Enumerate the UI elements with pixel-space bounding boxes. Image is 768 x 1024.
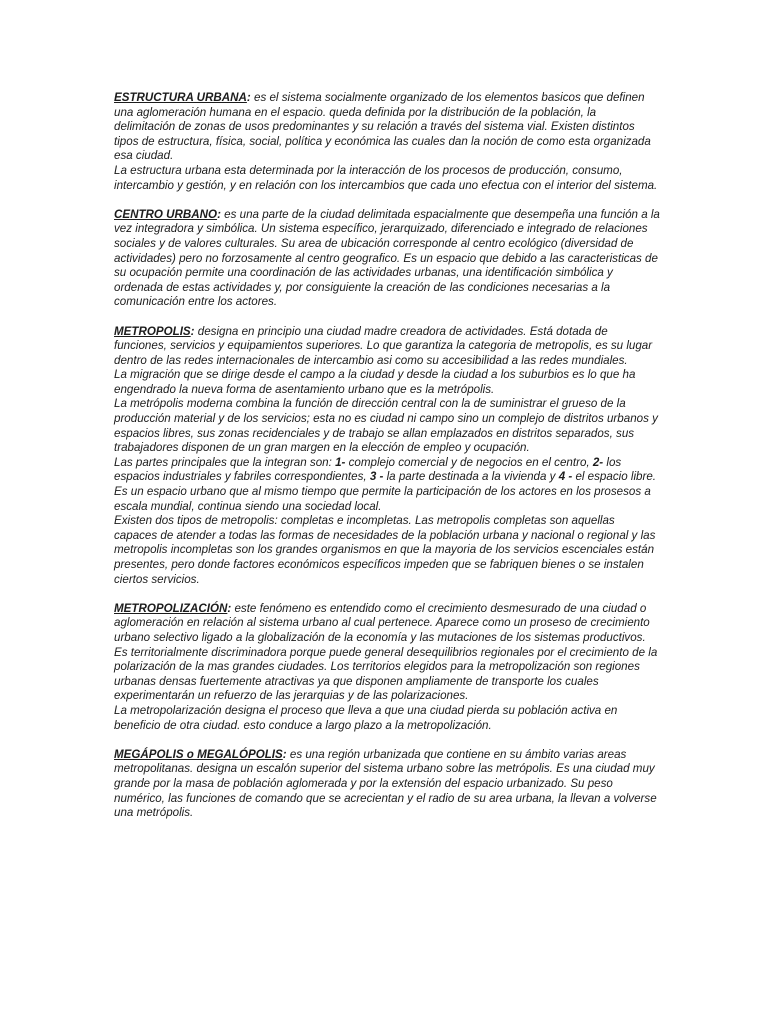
- term-heading: CENTRO URBANO: [114, 207, 218, 221]
- paragraph: MEGÁPOLIS o MEGALÓPOLIS: es una región urbanizada que contiene en su ámbito varias areas metropolitanas. designa un escalón superior del sistema urbano sobre las metrópolis. Es una ciudad muy grande por la masa de población aglomerada y por la extensión del espacio urbanizado. Su peso numérico, las funciones de comando que se acrecientan y el radio de su area urbana, la llevan a volverse una metrópolis.: [114, 747, 657, 820]
- parts-paragraph: Las partes principales que la integran son: 1- complejo comercial y de negocios en el centro, 2- los espacios industriales y fabriles correspondientes, 3 - la parte destinada a la vivienda y 4 - el espacio libre.: [114, 455, 656, 484]
- paragraph-text: es una parte de la ciudad delimitada espacialmente que desempeña una función a la vez integradora y simbólica. Un sistema específico, jerarquizado, diferenciado e integrado de relaciones sociales y de valores culturales. Su area de ubicación corresponde al centro ecológico (diversidad de actividades) pero no forzosamente al centro geografico. Es un espacio que debido a las caracteristicas de su ocupación permite una coordinación de las actividades urbanas, una identificación simbólica y ordenada de estas actividades y, por consiguiente la creación de las condiciones necesarias a la comunicación entre los actores.: [114, 207, 660, 309]
- paragraph: METROPOLIS: designa en principio una ciudad madre creadora de actividades. Está dotada de funciones, servicios y equipamientos superiores. Lo que garantiza la categoria de metropolis, es su lugar dentro de las redes internacionales de intercambio asi como su accesibilidad a las redes mundiales.: [114, 324, 653, 367]
- section-metropolizacion: [114, 602, 660, 733]
- part-number: 4 -: [558, 470, 573, 484]
- paragraph-text: designa en principio una ciudad madre creadora de actividades. Está dotada de funciones, servicios y equipamientos superiores. Lo que garantiza la categoria de metropolis, es su lugar dentro de las redes internacionales de intercambio asi como su accesibilidad a las redes mundiales.: [114, 324, 653, 367]
- term-heading: MEGÁPOLIS o MEGALÓPOLIS: [114, 747, 283, 761]
- paragraph: La migración que se dirige desde el campo a la ciudad y desde la ciudad a los suburbios es lo que ha engendrado la nueva forma de asentamiento urbano que es la metrópolis.: [114, 368, 636, 396]
- part-number: 3 -: [369, 470, 384, 484]
- part-number: 1-: [335, 455, 346, 469]
- section-megapolis: [114, 748, 660, 821]
- paragraph: CENTRO URBANO: es una parte de la ciudad delimitada espacialmente que desempeña una función a la vez integradora y simbólica. Un sistema específico, jerarquizado, diferenciado e integrado de relaciones sociales y de valores culturales. Su area de ubicación corresponde al centro ecológico (diversidad de actividades) pero no forzosamente al centro geografico. Es un espacio que debido a las caracteristicas de su ocupación permite una coordinación de las actividades urbanas, una identificación simbólica y ordenada de estas actividades y, por consiguiente la creación de las condiciones necesarias a la comunicación entre los actores.: [114, 207, 660, 309]
- paragraph: Es territorialmente discriminadora porque puede general desequilibrios regionales por el crecimiento de la polarización de la mas grandes ciudades. Los territorios elegidos para la metropolización son regiones urbanas densas fuertemente atractivas ya que disponen ampliamente de transporte los cuales experimentarán un refuerzo de las jerarquias y de las polarizaciones.: [114, 645, 658, 703]
- section-metropolis: [114, 325, 660, 588]
- paragraph-text: es una región urbanizada que contiene en su ámbito varias areas metropolitanas. designa un escalón superior del sistema urbano sobre las metrópolis. Es una ciudad muy grande por la masa de población aglomerada y por la extensión del espacio urbanizado. Su peso numérico, las funciones de comando que se acrecientan y el radio de su area urbana, la llevan a volverse una metrópolis.: [114, 747, 657, 820]
- paragraph-text: este fenómeno es entendido como el crecimiento desmesurado de una ciudad o aglomeración en relación al sistema urbano al cual pertenece. Aparece como un proseso de crecimiento urbano selectivo ligado a la globalización de la economía y las mutaciones de los sistemas productivos.: [114, 601, 650, 644]
- section-estructura-urbana: [114, 91, 660, 193]
- paragraph: ESTRUCTURA URBANA: es el sistema socialmente organizado de los elementos basicos que definen una aglomeración humana en el espacio. queda definida por la distribución de la población, la delimitación de zonas de usos predominantes y su relación a través del sistema vial. Existen distintos tipos de estructura, física, social, política y económica las cuales dan la noción de como esta organizada esa ciudad.: [114, 91, 651, 163]
- paragraph-text: es el sistema socialmente organizado de los elementos basicos que definen una aglomeración humana en el espacio. queda definida por la distribución de la población, la delimitación de zonas de usos predominantes y su relación a través del sistema vial. Existen distintos tipos de estructura, física, social, política y económica las cuales dan la noción de como esta organizada esa ciudad.: [114, 91, 651, 163]
- document-body: [114, 91, 660, 835]
- paragraph: La metropolarización designa el proceso que lleva a que una ciudad pierda su población activa en beneficio de otra ciudad. esto conduce a largo plazo a la metropolización.: [114, 703, 618, 732]
- term-heading: METROPOLIZACIÓN: [114, 601, 228, 615]
- paragraph: La estructura urbana esta determinada por la interacción de los procesos de producción, consumo, intercambio y gestión, y en relación con los intercambios que cada uno efectua con el interior del sistema.: [114, 163, 658, 192]
- paragraph: La metrópolis moderna combina la función de dirección central con la de suministrar el grueso de la producción material y de los servicios; esta no es ciudad ni campo sino un complejo de distritos urbanos y espacios libres, sus zonas recidenciales y de trabajo se allan emplazados en distritos separados, sus trabajadores disponen de un gran margen en la elección de empleo y ocupación.: [114, 397, 658, 455]
- part-number: 2-: [592, 455, 604, 469]
- paragraph: Existen dos tipos de metropolis: completas e incompletas. Las metropolis completas son aquellas capaces de atender a todas las formas de necesidades de la población urbana y nacional o regional y las metropolis incompletas son los grandes organismos en que la mayoria de los servicios escenciales están presentes, pero donde factores económicos específicos impeden que se fabriquen bienes o se instalen ciertos servicios.: [114, 514, 656, 586]
- section-centro-urbano: [114, 208, 660, 310]
- paragraph: METROPOLIZACIÓN: este fenómeno es entendido como el crecimiento desmesurado de una ciudad o aglomeración en relación al sistema urbano al cual pertenece. Aparece como un proseso de crecimiento urbano selectivo ligado a la globalización de la economía y las mutaciones de los sistemas productivos.: [114, 601, 650, 644]
- term-heading: METROPOLIS: [114, 324, 191, 338]
- term-heading: ESTRUCTURA URBANA: [114, 91, 247, 104]
- paragraph: Es un espacio urbano que al mismo tiempo que permite la participación de los actores en los prosesos a escala mundial, continua siendo una sociedad local.: [114, 485, 651, 513]
